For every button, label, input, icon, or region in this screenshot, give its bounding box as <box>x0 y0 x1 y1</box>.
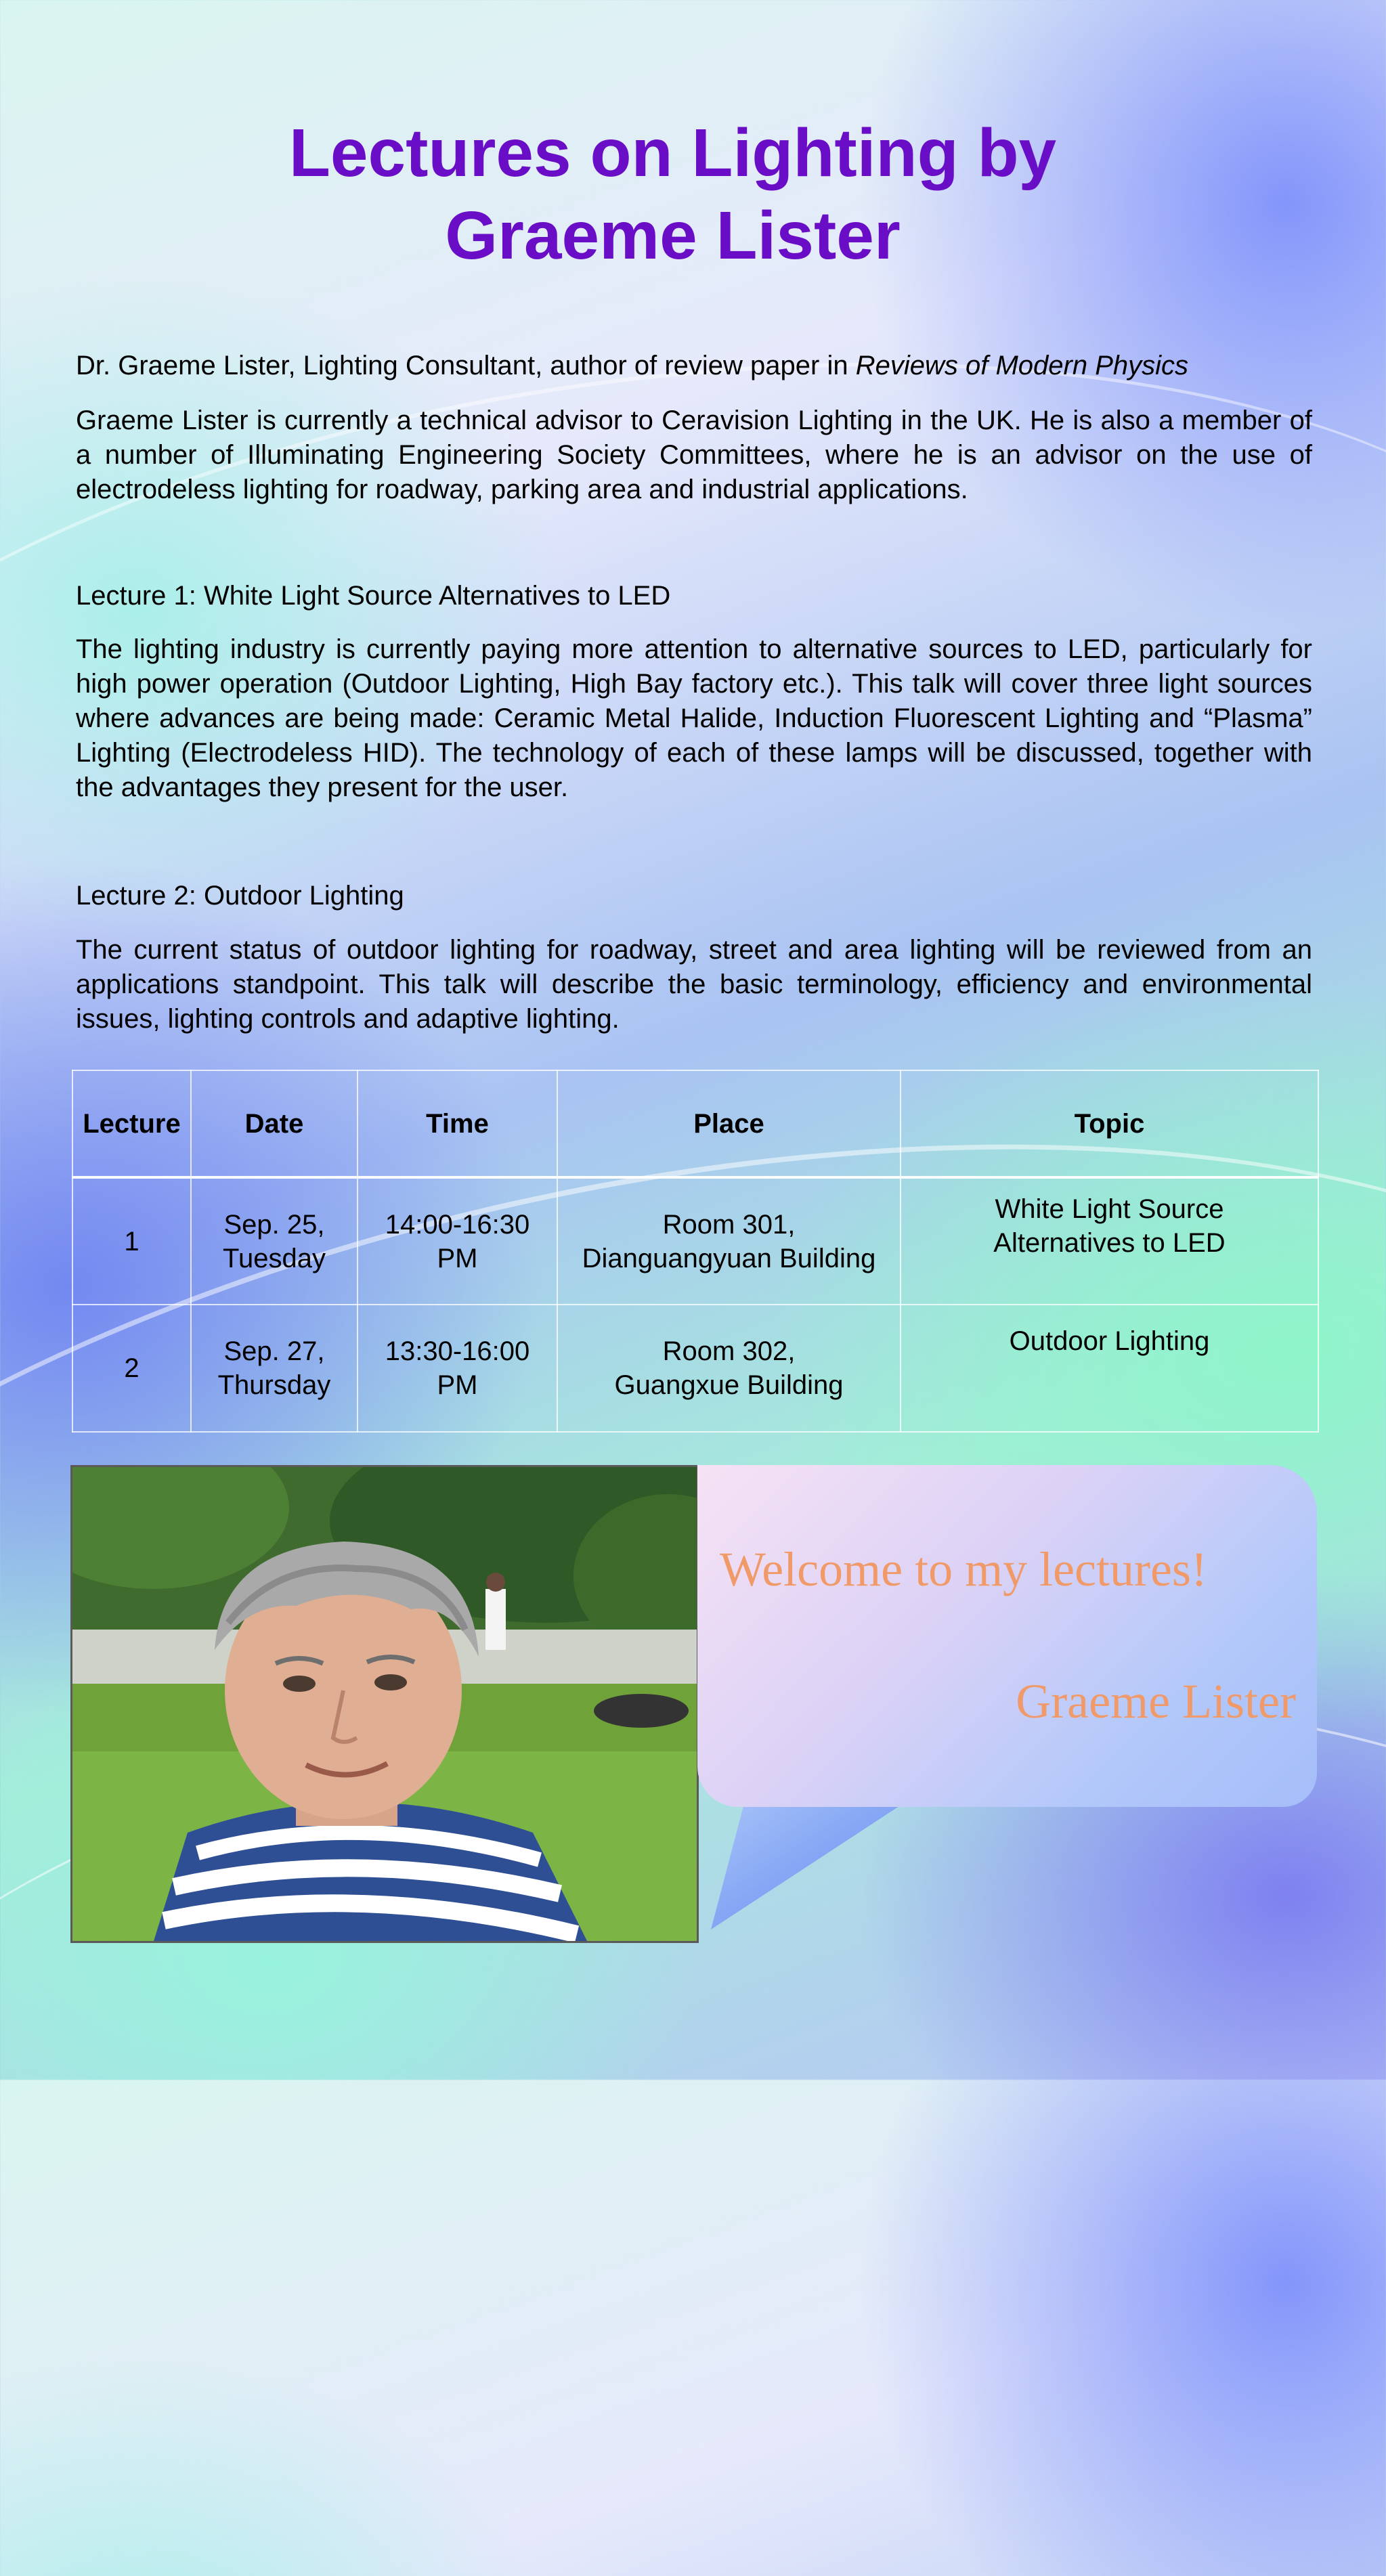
cell-date <box>191 1177 358 1305</box>
speech-bubble-tail <box>704 1801 914 1936</box>
cell-lecture: 2 <box>72 1305 191 1432</box>
time-range: 13:30-16:00 <box>385 1336 530 1366</box>
header-place: Place <box>557 1070 901 1177</box>
speech-bubble <box>697 1465 1317 1807</box>
title-line-2: Graeme Lister <box>445 198 901 274</box>
header-lecture: Lecture <box>72 1070 191 1177</box>
lecture-1-abstract: The lighting industry is currently paying more attention to alternative sources to LED, particularly for high power operation (Outdoor Lighting, High Bay factory etc.). This talk will cover three light sources where advances are being made: Ceramic Metal Halide, Induction Fluorescent Lighting and “Plasma” Lighting (Electrodeless HID). The technology of each of these lamps will be discussed, together with the advantages they present for the user. <box>76 634 1312 802</box>
signature: Graeme Lister <box>1016 1674 1296 1728</box>
header-time: Time <box>358 1070 557 1177</box>
speaker-bio: Graeme Lister is currently a technical advisor to Ceravision Lighting in the UK. He is also a member of a number of Illuminating Engineering Society Committees, where he is an advisor on the use of electrodeless lighting for roadway, parking area and industrial applications. <box>76 406 1312 504</box>
cell-lecture: 1 <box>72 1177 191 1305</box>
byline-text: Dr. Graeme Lister, Lighting Consultant, author of review paper in <box>76 351 856 380</box>
weekday-line: Thursday <box>217 1370 331 1400</box>
lecture-1-heading: Lecture 1: White Light Source Alternatives to LED <box>76 581 671 611</box>
table-row <box>72 1305 1318 1432</box>
title-line-1: Lectures on Lighting by <box>288 115 1057 191</box>
time-period: PM <box>437 1243 478 1273</box>
table-row <box>72 1177 1318 1305</box>
cell-place <box>557 1305 901 1432</box>
building-line: Guangxue Building <box>614 1370 844 1400</box>
welcome-message: Welcome to my lectures! <box>720 1542 1207 1596</box>
speaker-byline <box>76 349 1188 383</box>
topic-line: Alternatives to LED <box>993 1228 1226 1258</box>
room-line: Room 301, <box>662 1209 796 1240</box>
lecture-2-heading: Lecture 2: Outdoor Lighting <box>76 881 404 911</box>
date-line: Sep. 27, <box>223 1336 325 1366</box>
header-topic: Topic <box>901 1070 1318 1177</box>
weekday-line: Tuesday <box>223 1243 326 1273</box>
building-line: Dianguangyuan Building <box>582 1243 876 1273</box>
cell-topic <box>901 1305 1318 1432</box>
cell-time <box>358 1177 557 1305</box>
journal-name: Reviews of Modern Physics <box>855 351 1189 380</box>
cell-time <box>358 1305 557 1432</box>
time-period: PM <box>437 1370 478 1400</box>
topic-line: White Light Source <box>995 1194 1224 1224</box>
room-line: Room 302, <box>662 1336 796 1366</box>
time-range: 14:00-16:30 <box>385 1209 530 1240</box>
date-line: Sep. 25, <box>223 1209 325 1240</box>
poster-title <box>0 112 1386 277</box>
table-header-row <box>72 1070 1318 1177</box>
cell-place <box>557 1177 901 1305</box>
speaker-portrait-illustration <box>72 1467 697 1941</box>
lecture-2-abstract: The current status of outdoor lighting for roadway, street and area lighting will be reviewed from an applications standpoint. This talk will describe the basic terminology, efficiency and environmental issues, lighting controls and adaptive lighting. <box>76 935 1312 1034</box>
header-date: Date <box>191 1070 358 1177</box>
cell-topic <box>901 1177 1318 1305</box>
schedule-table <box>72 1070 1319 1433</box>
cell-date <box>191 1305 358 1432</box>
topic-line: Outdoor Lighting <box>1009 1326 1210 1356</box>
speaker-photo <box>70 1465 699 1943</box>
